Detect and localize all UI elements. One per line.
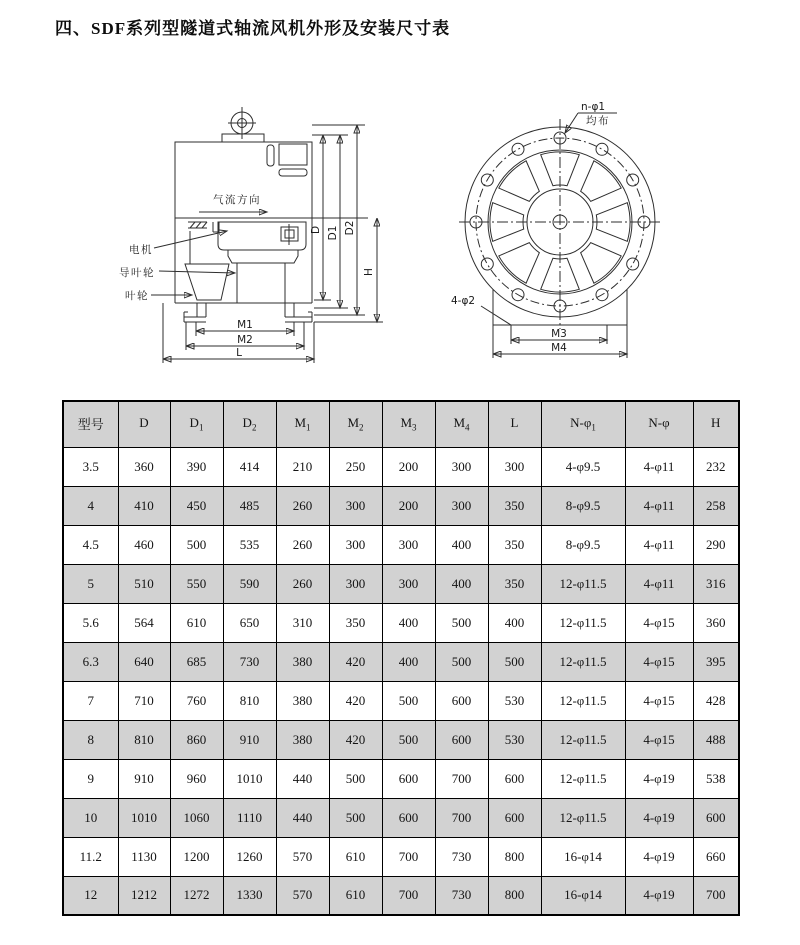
table-row [63, 876, 739, 915]
table-cell: 1212 [118, 876, 170, 915]
table-cell: 910 [223, 720, 276, 759]
table-cell: 1130 [118, 837, 170, 876]
table-header-cell: $M_2$ [329, 401, 382, 447]
table-cell: 11.2 [63, 837, 118, 876]
right-dimensions [310, 125, 383, 322]
table-cell: 10 [63, 798, 118, 837]
front-view-figure [445, 95, 735, 395]
table-cell: 700 [435, 798, 488, 837]
flange-holes-label: n-φ1 [581, 101, 606, 113]
table-cell: 9 [63, 759, 118, 798]
table-cell: 1272 [170, 876, 223, 915]
table-row [63, 798, 739, 837]
table-header-cell: $D_2$ [223, 401, 276, 447]
table-cell: 4-φ15 [625, 642, 693, 681]
front-view-diagram [445, 95, 735, 395]
table-cell: 3.5 [63, 447, 118, 486]
table-cell: 232 [693, 447, 739, 486]
side-view-diagram [95, 95, 435, 395]
table-cell: 12-φ11.5 [541, 564, 625, 603]
table-row [63, 564, 739, 603]
table-cell: 8 [63, 720, 118, 759]
table-cell: 810 [118, 720, 170, 759]
table-cell: 12-φ11.5 [541, 798, 625, 837]
table-cell: 600 [435, 681, 488, 720]
table-cell: 640 [118, 642, 170, 681]
table-cell: 400 [488, 603, 541, 642]
table-row [63, 642, 739, 681]
table-cell: 910 [118, 759, 170, 798]
table-cell: 650 [223, 603, 276, 642]
table-cell: 1060 [170, 798, 223, 837]
airflow-label: 气流方向 [213, 194, 261, 206]
table-cell: 380 [276, 681, 329, 720]
table-cell: 380 [276, 720, 329, 759]
table-cell: 488 [693, 720, 739, 759]
motor-body [218, 222, 306, 250]
table-cell: 300 [382, 564, 435, 603]
table-cell: 4.5 [63, 525, 118, 564]
table-header-cell: H [693, 401, 739, 447]
table-cell: 500 [488, 642, 541, 681]
table-row [63, 525, 739, 564]
table-cell: 420 [329, 642, 382, 681]
table-cell: 600 [435, 720, 488, 759]
table-header-cell: $N-\varphi_1$ [541, 401, 625, 447]
table-cell: 350 [488, 486, 541, 525]
table-cell: 450 [170, 486, 223, 525]
table-cell: 4-φ19 [625, 837, 693, 876]
table-cell: 350 [488, 564, 541, 603]
table-row [63, 720, 739, 759]
page-title: 四、SDF系列型隧道式轴流风机外形及安装尺寸表 [55, 19, 451, 38]
table-header-cell: $D_1$ [170, 401, 223, 447]
casing-outline [175, 142, 312, 218]
table-cell: 290 [693, 525, 739, 564]
table-cell: 1330 [223, 876, 276, 915]
table-row [63, 447, 739, 486]
table-cell: 260 [276, 564, 329, 603]
table-header-cell: D [118, 401, 170, 447]
table-cell: 4-φ15 [625, 603, 693, 642]
table-cell: 440 [276, 759, 329, 798]
evenly-spaced-label: 均布 [586, 115, 610, 127]
table-cell: 300 [329, 564, 382, 603]
table-cell: 440 [276, 798, 329, 837]
table-cell: 600 [382, 759, 435, 798]
table-cell: 12-φ11.5 [541, 642, 625, 681]
junction-box [267, 144, 307, 176]
table-cell: 700 [693, 876, 739, 915]
table-cell: 380 [276, 642, 329, 681]
table-cell: 4-φ11 [625, 447, 693, 486]
table-cell: 510 [118, 564, 170, 603]
table-cell: 420 [329, 720, 382, 759]
table-cell: 12-φ11.5 [541, 720, 625, 759]
l-dim-label: L [236, 347, 242, 359]
table-cell: 5.6 [63, 603, 118, 642]
table-header-cell: 型号 [63, 401, 118, 447]
m4-dim-label: M4 [551, 342, 567, 354]
table-cell: 860 [170, 720, 223, 759]
table-cell: 210 [276, 447, 329, 486]
table-body [63, 447, 739, 915]
table-cell: 8-φ9.5 [541, 486, 625, 525]
table-cell: 4-φ9.5 [541, 447, 625, 486]
table-row [63, 603, 739, 642]
table-cell: 760 [170, 681, 223, 720]
table-row [63, 837, 739, 876]
table-cell: 410 [118, 486, 170, 525]
guide-vane-label: 导叶轮 [119, 267, 155, 279]
table-row [63, 759, 739, 798]
table-cell: 710 [118, 681, 170, 720]
table-cell: 400 [435, 525, 488, 564]
table-cell: 4 [63, 486, 118, 525]
table-cell: 414 [223, 447, 276, 486]
table-cell: 1200 [170, 837, 223, 876]
table-cell: 660 [693, 837, 739, 876]
table-cell: 564 [118, 603, 170, 642]
table-cell: 12 [63, 876, 118, 915]
eye-bolt [222, 107, 264, 142]
table-cell: 6.3 [63, 642, 118, 681]
table-cell: 400 [382, 642, 435, 681]
table-cell: 600 [693, 798, 739, 837]
table-cell: 300 [382, 525, 435, 564]
table-cell: 4-φ11 [625, 486, 693, 525]
table-cell: 300 [329, 525, 382, 564]
table-cell: 300 [435, 447, 488, 486]
table-header-cell: N-φ [625, 401, 693, 447]
table-header-cell: $M_1$ [276, 401, 329, 447]
table-cell: 395 [693, 642, 739, 681]
table-cell: 250 [329, 447, 382, 486]
table-cell: 610 [170, 603, 223, 642]
table-cell: 550 [170, 564, 223, 603]
table-cell: 485 [223, 486, 276, 525]
table-cell: 500 [329, 798, 382, 837]
table-cell: 400 [382, 603, 435, 642]
table-cell: 1010 [118, 798, 170, 837]
table-cell: 590 [223, 564, 276, 603]
d1-dim-label: D1 [327, 225, 339, 241]
table-cell: 1110 [223, 798, 276, 837]
table-cell: 530 [488, 720, 541, 759]
table-cell: 12-φ11.5 [541, 759, 625, 798]
base-holes-label: 4-φ2 [451, 295, 476, 307]
table-header [63, 401, 739, 447]
table-cell: 685 [170, 642, 223, 681]
table-cell: 4-φ11 [625, 525, 693, 564]
table-cell: 260 [276, 525, 329, 564]
table-cell: 538 [693, 759, 739, 798]
table-cell: 500 [435, 603, 488, 642]
table-cell: 7 [63, 681, 118, 720]
lower-body [175, 218, 312, 303]
table-cell: 390 [170, 447, 223, 486]
table-cell: 16-φ14 [541, 876, 625, 915]
table-cell: 360 [693, 603, 739, 642]
d2-dim-label: D2 [344, 220, 356, 236]
table-cell: 500 [329, 759, 382, 798]
table-cell: 360 [118, 447, 170, 486]
table-cell: 610 [329, 876, 382, 915]
table-cell: 610 [329, 837, 382, 876]
d-dim-label: D [310, 225, 322, 235]
table-header-cell: L [488, 401, 541, 447]
table-cell: 260 [276, 486, 329, 525]
table-cell: 960 [170, 759, 223, 798]
table-header-cell: $M_3$ [382, 401, 435, 447]
table-cell: 600 [382, 798, 435, 837]
table-cell: 1010 [223, 759, 276, 798]
table-cell: 800 [488, 876, 541, 915]
table-cell: 350 [488, 525, 541, 564]
m1-dim-label: M1 [237, 319, 253, 331]
table-cell: 800 [488, 837, 541, 876]
h-dim-label: H [363, 268, 375, 276]
table-cell: 310 [276, 603, 329, 642]
table-cell: 16-φ14 [541, 837, 625, 876]
table-cell: 4-φ19 [625, 876, 693, 915]
table-cell: 420 [329, 681, 382, 720]
table-header-cell: $M_4$ [435, 401, 488, 447]
table-cell: 300 [329, 486, 382, 525]
table-cell: 4-φ19 [625, 798, 693, 837]
table-cell: 300 [435, 486, 488, 525]
table-cell: 730 [435, 876, 488, 915]
table-cell: 700 [382, 837, 435, 876]
side-view-figure [95, 95, 435, 395]
table-cell: 4-φ15 [625, 681, 693, 720]
table-cell: 8-φ9.5 [541, 525, 625, 564]
table-cell: 4-φ15 [625, 720, 693, 759]
table-cell: 12-φ11.5 [541, 603, 625, 642]
table-cell: 460 [118, 525, 170, 564]
table-row [63, 681, 739, 720]
table-cell: 5 [63, 564, 118, 603]
table-cell: 570 [276, 837, 329, 876]
table-row [63, 486, 739, 525]
impeller-label: 叶轮 [125, 290, 149, 302]
table-cell: 400 [435, 564, 488, 603]
m2-dim-label: M2 [237, 334, 253, 346]
table-cell: 535 [223, 525, 276, 564]
table-cell: 730 [435, 837, 488, 876]
table-cell: 500 [435, 642, 488, 681]
table-cell: 700 [435, 759, 488, 798]
table-cell: 316 [693, 564, 739, 603]
table-cell: 500 [170, 525, 223, 564]
dimension-table [62, 400, 740, 916]
table-cell: 730 [223, 642, 276, 681]
table-cell: 200 [382, 447, 435, 486]
table-cell: 4-φ19 [625, 759, 693, 798]
table-cell: 500 [382, 681, 435, 720]
table-cell: 600 [488, 759, 541, 798]
table-cell: 810 [223, 681, 276, 720]
motor-label: 电机 [129, 244, 153, 256]
table-cell: 300 [488, 447, 541, 486]
table-cell: 350 [329, 603, 382, 642]
table-cell: 4-φ11 [625, 564, 693, 603]
table-cell: 428 [693, 681, 739, 720]
table-cell: 258 [693, 486, 739, 525]
m3-dim-label: M3 [551, 328, 567, 340]
table-cell: 200 [382, 486, 435, 525]
base-dimensions [493, 325, 627, 358]
table-cell: 530 [488, 681, 541, 720]
table-cell: 700 [382, 876, 435, 915]
table-cell: 570 [276, 876, 329, 915]
base-holes-callout [451, 295, 511, 325]
table-cell: 1260 [223, 837, 276, 876]
table-cell: 600 [488, 798, 541, 837]
table-cell: 500 [382, 720, 435, 759]
table-cell: 12-φ11.5 [541, 681, 625, 720]
